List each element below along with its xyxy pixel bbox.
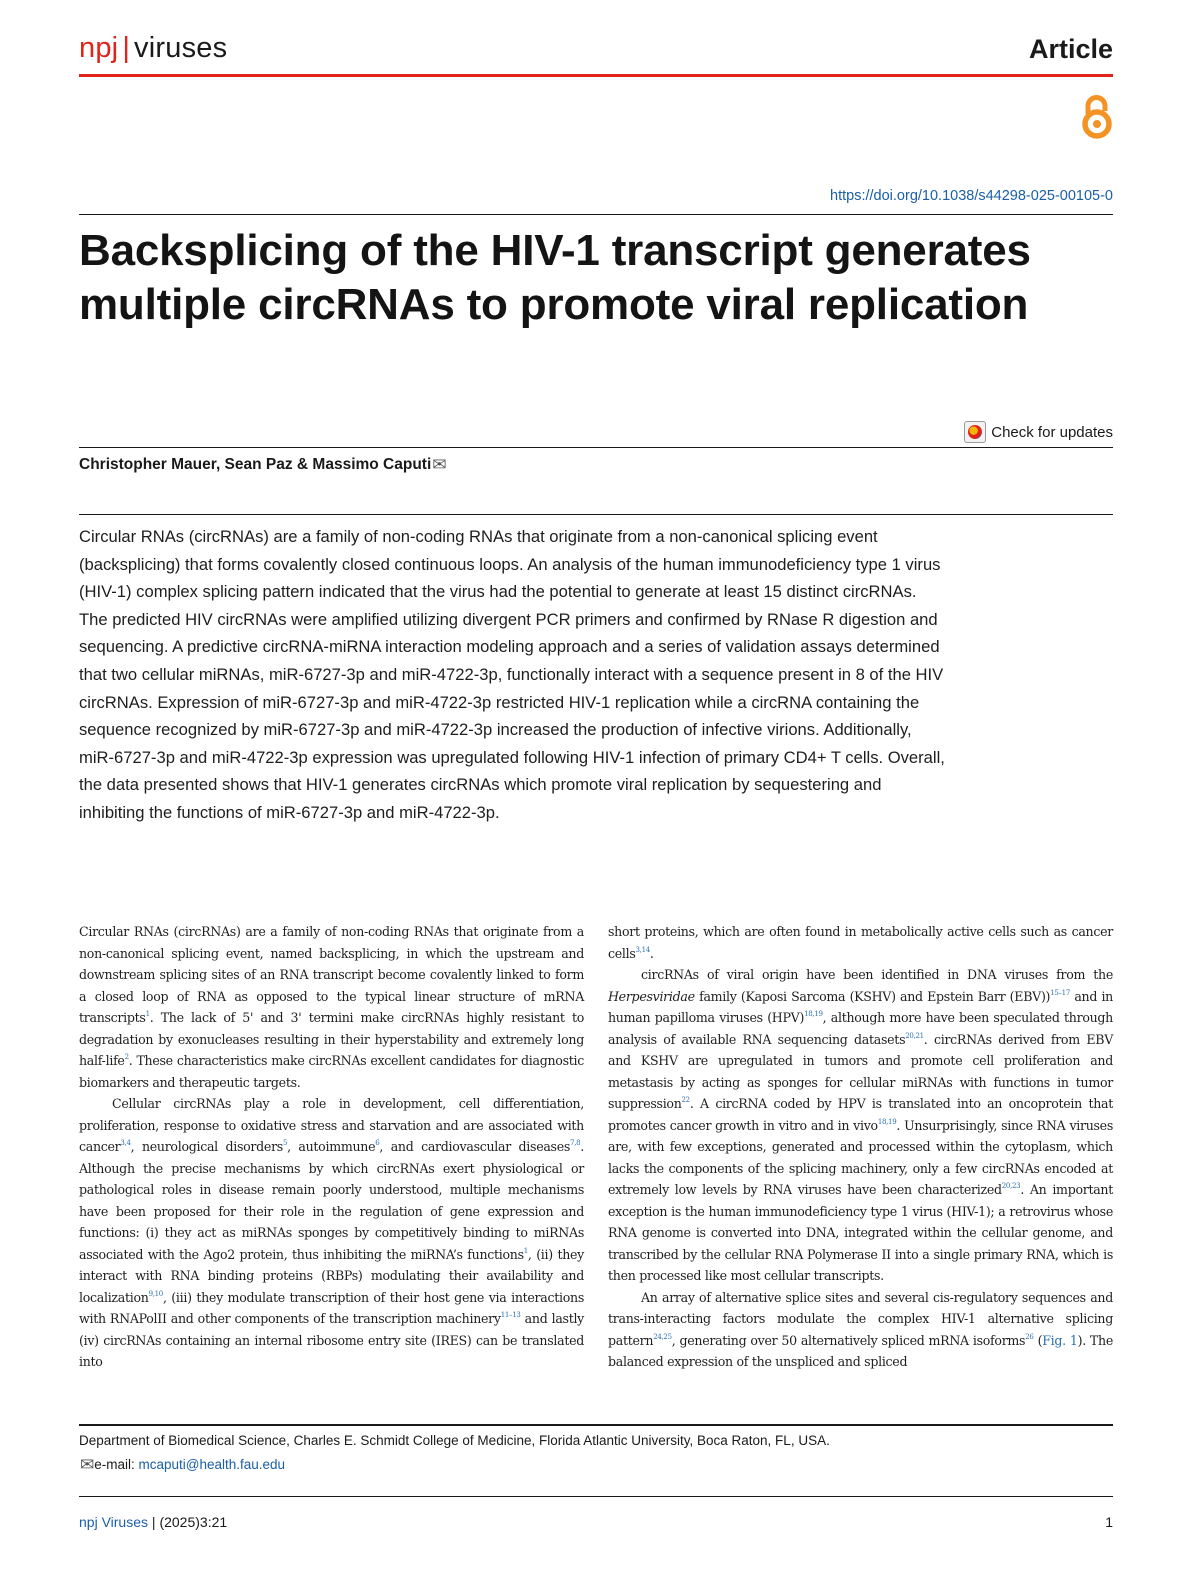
citation-ref[interactable]: 1 <box>523 1246 528 1255</box>
citation-ref[interactable]: 9,10 <box>148 1289 163 1298</box>
body-column-right <box>608 921 1113 1373</box>
title-top-rule <box>79 214 1113 215</box>
citation-ref[interactable]: 2 <box>124 1053 129 1061</box>
citation-ref[interactable]: 15–17 <box>1050 988 1070 997</box>
figure-link[interactable]: Fig. 1 <box>1042 1332 1078 1348</box>
header-rule <box>79 74 1113 77</box>
email-line <box>79 1455 285 1475</box>
envelope-icon[interactable]: ✉ <box>432 455 447 474</box>
authors-top-rule <box>79 447 1113 448</box>
affiliation-top-rule <box>79 1424 1113 1426</box>
check-for-updates-button[interactable] <box>964 421 1113 443</box>
open-access-icon <box>1080 94 1114 140</box>
citation-ref[interactable]: 24,25 <box>653 1332 672 1341</box>
citation-ref[interactable]: 20,23 <box>1001 1182 1021 1190</box>
citation-ref[interactable]: 3,4 <box>120 1139 131 1147</box>
article-type-label: Article <box>1028 34 1113 64</box>
check-for-updates-icon <box>964 421 986 443</box>
brand-npj: npj <box>79 32 119 64</box>
citation-ref[interactable]: 11–13 <box>500 1311 521 1319</box>
email-link[interactable]: mcaputi@health.fau.edu <box>138 1457 286 1472</box>
abstract-top-rule <box>79 514 1113 515</box>
page-number: 1 <box>1105 1514 1113 1530</box>
email-label: e-mail: <box>94 1457 139 1472</box>
citation-ref[interactable]: 3,14 <box>635 945 650 954</box>
brand-separator: | <box>122 32 131 64</box>
doi-link[interactable]: https://doi.org/10.1038/s44298-025-00105-0 <box>830 188 1113 204</box>
check-for-updates-label: Check for updates <box>991 423 1113 441</box>
citation-ref[interactable]: 7,8 <box>570 1139 581 1147</box>
footer-citation <box>79 1514 227 1530</box>
envelope-icon: ✉ <box>80 1455 95 1474</box>
abstract: Circular RNAs (circRNAs) are a family of non-coding RNAs that originate from a non-canonical splicing event (backsplicing) that forms covalently closed continuous loops. An analysis of the human immunodeficiency type 1 virus (HIV-1) complex splicing pattern indicated that the virus had the potential to generate at least 15 distinct circRNAs. The predicted HIV circRNAs were amplified utilizing divergent PCR primers and confirmed by RNase R digestion and sequencing. A predictive circRNA-miRNA interaction modeling approach and a series of validation assays determined that two cellular miRNAs, miR-6727-3p and miR-4722-3p, functionally interact with a sequence present in 8 of the HIV circRNAs. Expression of miR-6727-3p and miR-4722-3p restricted HIV-1 replication while a circRNA containing the sequence recognized by miR-6727-3p and miR-4722-3p increased the production of infective virions. Additionally, miR-6727-3p and miR-4722-3p expression was upregulated following HIV-1 infection of primary CD4+ T cells. Overall, the data presented shows that HIV-1 generates circRNAs which promote viral replication by sequestering and inhibiting the functions of miR-6727-3p and miR-4722-3p. <box>79 527 945 822</box>
citation-ref[interactable]: 22 <box>681 1096 690 1104</box>
affiliation: Department of Biomedical Science, Charles E. Schmidt College of Medicine, Florida Atlantic University, Boca Raton, FL, USA. <box>79 1433 830 1448</box>
citation-ref[interactable]: 26 <box>1025 1332 1034 1341</box>
brand-journal: viruses <box>134 32 228 64</box>
footer-volume: (2025)3:21 <box>159 1514 228 1530</box>
journal-brand[interactable] <box>79 32 227 65</box>
body-paragraph: Circular RNAs (circRNAs) are a family of non-coding RNAs that originate from a non-canonical splicing event, named backsplicing, in which the upstream and downstream splicing sites of an RNA transcript become covalently linked to form a closed loop of RNA as opposed to the typical linear structure of mRNA transcripts$^1$. The lack of 5' and 3' termini make circRNAs highly resistant to degradation by exonucleases resulting in their hyperstability and extremely long half-life$^2$. These characteristics make circRNAs excellent candidates for diagnostic biomarkers and therapeutic targets. <box>79 924 584 1090</box>
author-list <box>79 455 447 475</box>
citation-ref[interactable]: 5 <box>282 1139 288 1147</box>
body-column-left <box>79 921 584 1373</box>
citation-ref[interactable]: 18,19 <box>877 1117 897 1126</box>
citation-ref[interactable]: 20,21 <box>905 1031 924 1040</box>
citation-ref[interactable]: 18,19 <box>804 1010 823 1018</box>
body-paragraph: circRNAs of viral origin have been identified in DNA viruses from the Herpesviridae family (Kaposi Sarcoma (KSHV) and Epstein Barr (EBV))$^{15-17}$ and in human papilloma viruses (HPV)$^{18,19}$, although more have been speculated through analysis of available RNA sequencing datasets$^{20,21}$. circRNAs derived from EBV and KSHV are upregulated in tumors and promote cell proliferation and metastasis by acting as sponges for cellular miRNAs with functions in tumor suppression$^{22}$. A circRNA coded by HPV is translated into an oncoprotein that promotes cancer growth in vitro and in vivo$^{18,19}$. Unsurprisingly, since RNA viruses are, with few exceptions, generated and processed within the cytoplasm, which lacks the components of the splicing machinery, only a few circRNAs encoded at extremely low levels by RNA viruses have been characterized$^{20,23}$. An important exception is the human immunodeficiency type 1 virus (HIV-1); a retrovirus whose RNA genome is converted into DNA, integrated within the cellular genome, and transcribed by the cellular RNA Polymerase II into a single primary RNA, which is then processed like most cellular transcripts. <box>608 967 1114 1283</box>
footer-separator: | <box>148 1514 160 1530</box>
author-names: Christopher Mauer, Sean Paz & Massimo Caputi <box>79 456 432 473</box>
citation-ref[interactable]: 1 <box>145 1010 150 1018</box>
body-paragraph: An array of alternative splice sites and several cis-regulatory sequences and trans-interacting factors modulate the complex HIV-1 alternative splicing pattern$^{24,25}$, generating over 50 alternatively spliced mRNA isoforms$^{26}$ (Fig. 1). The balanced expression of the unspliced and spliced <box>608 1289 1113 1369</box>
citation-ref[interactable]: 6 <box>375 1139 380 1147</box>
body-paragraph: Cellular circRNAs play a role in development, cell differentiation, proliferation, response to oxidative stress and starvation and are associated with cancer$^{3,4}$, neurological disorders$^5$, autoimmune$^6$, and cardiovascular diseases$^{7,8}$. Although the precise mechanisms by which circRNAs exert physiological or pathological roles in disease remain poorly understood, multiple mechanisms have been proposed for their role in the regulation of gene expression and functions: (i) they act as miRNAs sponges by competitively binding to miRNAs associated with the Ago2 protein, thus inhibiting the miRNA’s functions$^1$, (ii) they interact with RNA binding proteins (RBPs) modulating their availability and localization$^{9,10}$, (iii) they modulate transcription of their host gene via interactions with RNAPolII and other components of the transcription machinery$^{11-13}$ and lastly (iv) circRNAs containing an internal ribosome entry site (IRES) can be translated into <box>79 1096 584 1369</box>
footer-rule <box>79 1496 1113 1497</box>
body-paragraph: short proteins, which are often found in metabolically active cells such as cancer cells$^{3,14}$. <box>608 924 1113 961</box>
article-title: Backsplicing of the HIV-1 transcript generates multiple circRNAs to promote viral replication <box>79 226 1031 329</box>
footer-journal-link[interactable]: npj Viruses <box>79 1514 149 1530</box>
